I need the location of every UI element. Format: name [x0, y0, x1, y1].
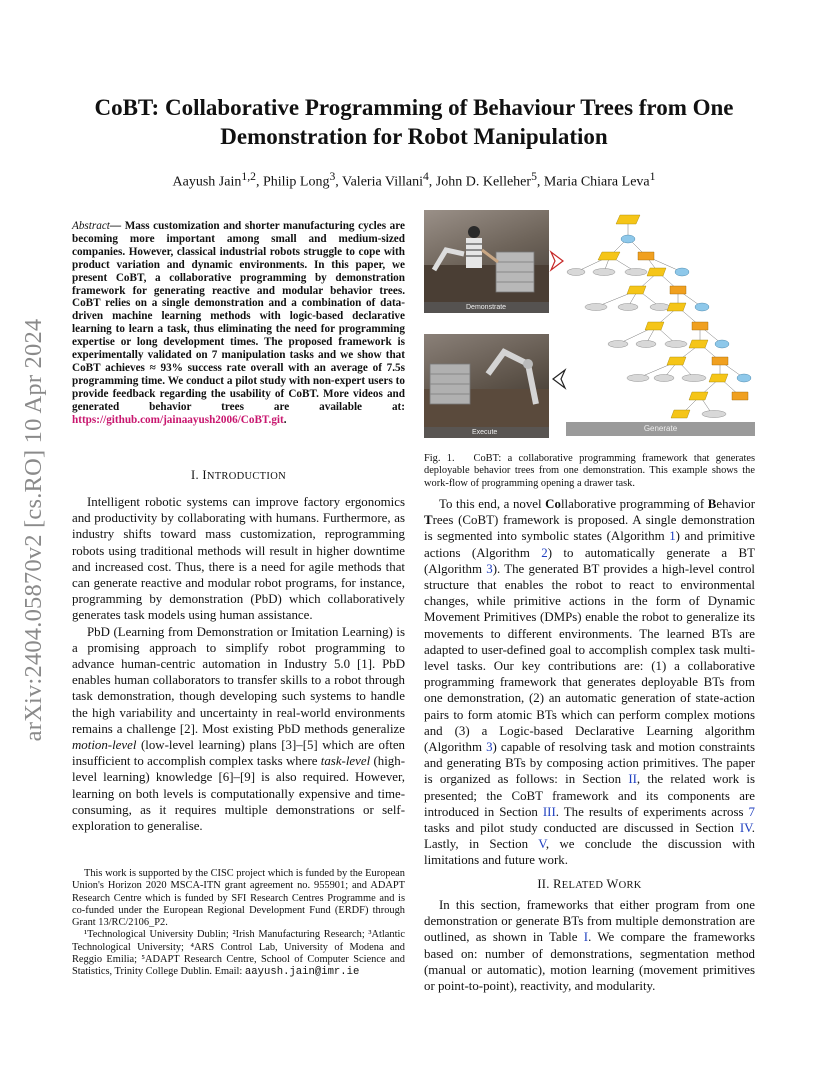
acronym-letter: Co	[545, 497, 561, 511]
abstract-end: .	[283, 413, 287, 426]
title-line-2: Demonstration for Robot Manipulation	[220, 124, 608, 149]
arxiv-stamp	[14, 290, 54, 770]
section-cap: W	[606, 877, 619, 891]
section-ref[interactable]: II	[628, 772, 637, 787]
author-affiliation: 5	[531, 170, 537, 183]
execute-scene	[424, 334, 549, 438]
table-ref[interactable]: 7	[748, 804, 755, 819]
body-text: ). The generated BT provides a high-level control structure that enables the robot to react to environmental changes, while primitive actions in the form of Dynamic Movement Primitives (DMPs) enable the robot to generalize its movements to different environments. The learned BTs are adapted to user-defined goal to accomplish complex task multi-level tasks. Our key contributions are: (1) a collaborative programming framework that generates deployable BTs from one demonstration, (2) an automatic generation of state-action pairs to form atomic BTs which can perform complex motions and (3) a Logic-based Declarative Learning algorithm (Algorithm	[424, 561, 755, 755]
intro-paragraph-2	[72, 624, 405, 835]
contact-email[interactable]: aayush.jain@imr.ie	[244, 966, 360, 979]
paper-title	[80, 93, 748, 151]
section-ref[interactable]: III	[542, 804, 556, 819]
section-heading-related-work	[424, 877, 755, 892]
body-text: In this section, frameworks that either program from one demonstration or generate BTs from multiple demonstration are outlined, as shown in Table	[424, 898, 755, 945]
body-text: . Lastly, in Section	[424, 821, 755, 852]
generate-label: Generate	[566, 422, 755, 436]
body-text: ) to automatically generate a BT (Algorithm	[424, 545, 755, 576]
caption-label: Fig. 1.	[424, 453, 455, 464]
author: Valeria Villani	[342, 174, 423, 190]
demonstrate-photo	[424, 210, 549, 313]
left-arrow-icon	[551, 368, 567, 390]
section-cap: R	[553, 877, 562, 891]
affiliation-text: ¹Technological University Dublin; ²Irish Manufacturing Research; ³Atlantic Technological University; ⁴ARS Control Lab, University of Modena and Reggio Emilia; ⁵ADAPT Research Centre, School of Computer Science and Statistics, Trinity College Dublin. Email:	[72, 929, 405, 978]
algorithm-ref[interactable]: 1	[669, 529, 676, 544]
demonstrate-scene	[424, 210, 549, 313]
section-rest: ELATED	[561, 880, 604, 891]
footnotes	[72, 868, 405, 979]
body-text: , the related work is presented; the CoBT framework and its components are introduced in Section	[424, 772, 755, 819]
body-text: To this end, a novel	[439, 497, 546, 511]
abstract-lead: Abstract	[72, 220, 110, 232]
affiliation-footnote	[72, 929, 405, 978]
caption-text: CoBT: a collaborative programming framework that generates deployable behavior trees from one demonstration. This example shows the work-flow of programming opening a drawer task.	[424, 453, 755, 489]
execute-photo	[424, 334, 549, 438]
acronym-letter: B	[707, 497, 717, 511]
body-text: ehavior	[716, 497, 755, 511]
intro-text: (high-level learning) knowledge [6]–[9] is also required. However, learning on both levels is computationally expensive and time-consuming, as it requires multiple demonstrations or self-exploration to generalise.	[72, 754, 405, 834]
author: John D. Kelleher	[435, 174, 532, 190]
related-work-body	[424, 897, 755, 994]
section-number: II.	[537, 877, 550, 891]
author: Philip Long	[262, 174, 330, 190]
section-ref[interactable]: IV	[739, 821, 752, 836]
section-heading-introduction	[72, 468, 405, 483]
demonstrate-label: Demonstrate	[424, 302, 549, 313]
section-number: I.	[191, 468, 199, 482]
author-affiliation: 1,2	[241, 170, 256, 183]
body-text: rees (CoBT) framework is proposed. A single demonstration is segmented into symbolic states (Algorithm	[424, 513, 755, 544]
funding-footnote: This work is supported by the CISC project which is funded by the European Union's Horizon 2020 MSCA-ITN grant agreement no. 955901; and ADAPT Research Centre which is funded by SFI Research Centres Programme and is co-funded under the European Regional Development Fund (ERDF) through Grant 13/RC/2106_P2.	[72, 868, 405, 929]
table-ref[interactable]: I	[583, 930, 589, 945]
algorithm-ref[interactable]: 2	[541, 545, 548, 560]
author-affiliation: 1	[649, 170, 656, 183]
contribution-paragraph	[424, 496, 755, 869]
related-work-paragraph	[424, 897, 755, 994]
intro-emphasis: motion-level	[72, 738, 137, 753]
body-text: ) and primitive actions (Algorithm	[424, 529, 755, 560]
body-text: , we conclude the discussion with limitations and future work.	[424, 837, 755, 868]
algorithm-ref[interactable]: 3	[486, 561, 493, 576]
tree-nodes	[567, 215, 751, 418]
behavior-tree-diagram	[566, 210, 755, 422]
body-text: ) capable of resolving task and motion constraints and generating BTs by composing action primitives. The paper is organized as follows: in Section	[424, 740, 755, 787]
author-list: Aayush Jain$^{1,2}$, Philip Long$^3$, Valeria Villani$^4$, John D. Kelleher$^5$, Maria Chiara Leva$^1$	[172, 170, 656, 190]
abstract-text: — Mass customization and shorter manufacturing cycles are becoming more important among small and medium-sized companies. However, classical industrial robots struggle to cope with product variation and dynamic environments. In this paper, we present CoBT, a collaborative programming by demonstration framework for generating reactive and modular behavior trees. CoBT relies on a single demonstration and a combination of data-driven machine learning methods with logic-based declarative learning to learn a task, thus eliminating the need for programming expertise or long development times. The proposed framework is experimentally validated on 7 manipulation tasks and we show that CoBT achieves ≈ 93% success rate overall with an average of 7.5s programming time. We conduct a pilot study with non-expert users to provide feedback regarding the usability of CoBT. More videos and generated behavior trees are available at:	[72, 220, 405, 413]
contribution-body	[424, 496, 755, 869]
author: Aayush Jain	[172, 174, 242, 190]
abstract	[72, 220, 405, 427]
section-cap: I	[202, 468, 207, 482]
execute-label: Execute	[424, 427, 549, 438]
title-line-1: CoBT: Collaborative Programming of Behaviour Trees from One	[94, 95, 734, 120]
section-ref[interactable]: V	[538, 837, 546, 852]
author: Maria Chiara Leva	[543, 174, 650, 190]
figure-1	[424, 210, 755, 438]
intro-text: (low-level learning) plans [3]–[5] which are often insufficient to accomplish complex tasks where	[72, 738, 405, 769]
acronym-letter: T	[424, 513, 433, 528]
figure-caption	[424, 453, 755, 490]
body-text: . We compare the frameworks based on: number of demonstrations, segmentation method (manual or automatic), motion learning (movement primitives or point-to-point), reactivity, and modularity.	[424, 930, 755, 994]
body-text: tasks and pilot study conducted are discussed in Section	[424, 821, 740, 836]
intro-emphasis: task-level	[320, 754, 371, 769]
algorithm-ref[interactable]: 3	[486, 740, 493, 755]
section-rest: NTRODUCTION	[206, 471, 286, 482]
body-text: llaborative programming of	[560, 497, 708, 511]
tree-edges	[576, 220, 744, 414]
author-affiliation: 4	[422, 170, 429, 183]
body-text: . The results of experiments across	[555, 804, 749, 819]
intro-text: PbD (Learning from Demonstration or Imitation Learning) is a promising approach to simplify robot programming to advance human-centric automation in Industry 5.0 [1]. PbD enables human collaborators to transfer skills to a robot through task demonstration, though developing such systems to handle the high variability and uncertainty in real-world environments remains a challenge [2]. Most existing PbD methods generalize	[72, 624, 405, 736]
intro-paragraph-1: Intelligent robotic systems can improve factory ergonomics and productivity by collaborating with humans. Furthermore, as industry shifts toward mass customization, reprogramming robots using traditional methods will result in higher downtime and increased cost. Thus, there is a need for agile methods that can generate reactive and modular robot programs, for instance, programming by demonstration (PbD) which collaboratively generates task models using human assistance.	[72, 495, 405, 623]
arxiv-stamp-text: arXiv:2404.05870v2 [cs.RO] 10 Apr 2024	[20, 318, 47, 742]
author-affiliation: 3	[329, 170, 336, 183]
right-arrow-icon	[549, 250, 567, 272]
repository-link[interactable]: https://github.com/jainaayush2006/CoBT.git	[72, 413, 284, 426]
introduction-body	[72, 494, 405, 834]
section-rest: ORK	[618, 880, 642, 891]
